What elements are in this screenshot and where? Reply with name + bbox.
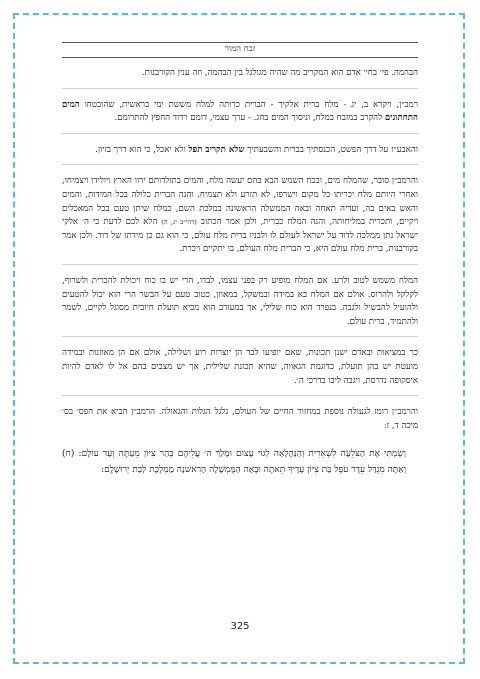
text-run: להקרב במזבח במלח, וניסוך המים בחג. - ערך עצמי, דומם רדוד החפץ להתרומם. — [114, 113, 385, 124]
page-number: 325 — [230, 621, 250, 632]
paragraph-1 — [62, 67, 418, 89]
citation: (דהי״ב יג, ה) — [161, 218, 197, 227]
paragraph-5 — [62, 275, 418, 337]
text-run: הבהמה. פי׳ בחי׳ אדם הוא המקריב מה שהיה מגולגל בין הבהמה, וזה ענין הקורבנות. — [141, 68, 418, 78]
text-run: והאבע״ז על דרך הפשט, הכנסתיך בברית והשבעתיך — [244, 144, 418, 155]
paragraph-7 — [62, 406, 418, 440]
text-run: כך במציאות ובאדם ישנן תכונות, שאם יופיעו לבד הן יוצרות רוע ושלילה, אולם אם הן מאוזנות ובמידה מועטת יש בהן תועלת, כדוגמת הגאווה, שהיא תכונת שלילית, אך יש מצבים בהם אל לו לאדם להיות איסקופה נדרסת, ויגבה ליבו בדרכי ה׳. — [62, 348, 418, 386]
text-run: רמב״ן, ויקרא ב, יג - מלח ברית אלקיך - הברית כרותה למלח מששת ימי בראשית, שהובטחו — [79, 99, 418, 110]
verse-quote: וְשַׂמְתִּי אֶת הַצֹּלֵעָה לִשְׁאֵרִית וְהַנַּהֲלָאָה לְגוֹי עָצוּם וּמָלַךְ ה׳ עֲלֵיהֶם בְּהַר צִיּוֹן מֵעַתָּה וְעַד עוֹלָם: (ח) וְאַתָּה מִגְדַּל עֵדֶר עֹפֶל בַּת צִיּוֹן עָדֶיךָ תֵּאתֶה וּבָאָה הַמֶּמְשָׁלָה הָרִאשֹׁנָה מַמְלֶכֶת לְבַת יְרוּשָׁלִָם: — [62, 449, 406, 476]
bold-phrase: המים התחתונים — [62, 99, 418, 124]
text-run: ולא יאכל, כי הוא דרך בזיון. — [95, 144, 189, 155]
text-run: המלח משמש לטוב ולרע. אם המלח מופיע רק בפני עצמו, לבדו, הרי יש בו כוח ויכולת להכרית ולשרוף, לקלקל ולהרוס. אולם אם המלח בא במידה ובמשקל, במאוזן, כטוב טעם על הבשר הרי הוא יכול להטעים ולהועיל להבשיל ולגבה. בנפרד הוא כוח שלילי, אך במעורב הוא מביא תועלת חיובית מסוגל לקיים, לשמר ולהתמיד, ברית עולם. — [62, 275, 418, 327]
header-rule-bottom — [62, 57, 418, 58]
body-text — [62, 67, 418, 440]
text-run: והרמב״ן רומז לגעולה נוספת במחזור החיים של העולם, גלגל הגלות והגאולה. הרמב״ן הביא את הפס׳ בס׳ מיכה ד, ז: — [62, 407, 418, 431]
text-run: הלא לכם לדעת כי ה׳ אלקי ישראל נתן ממלכה לדוד על ישראל לעולם לו ולבניו ברית מלח עולם, כי הוא גם כן מידתו של דוד. ולכן אמר בקורבנות, ברית מלח עולם היא, כי הברית מלח העולם, בו יתקיים ויכרת. — [62, 217, 418, 255]
paragraph-6 — [62, 347, 418, 396]
paragraph-4 — [62, 175, 418, 265]
paragraph-2 — [62, 99, 418, 134]
document-page — [62, 40, 418, 478]
bold-phrase: שלא תקריב תפל — [188, 144, 245, 155]
text-run: והרמב״ן סובר, שהמלח מים, ובכח השמש הבא בהם יעשה מלח, והמים בתולדותם ירוו הארץ ויולידו ויצמיחו, ואחרי היותם מלח יכריתו כל מקום וישרפו, לא תזרע ולא תצמיח. והנה הברית כלולה בכל המידות, והמים והאש באים בה, ועדיה תאחה ובאה הממשלה הראשונה במלכת השם, כמלח שיתן טעם בכל המאכלים ויקיים, ותכרית במליחותה, והנה המלח כברית, ולכן אמר הכתוב — [62, 176, 419, 228]
running-header: זבח המור — [224, 44, 256, 54]
paragraph-3 — [62, 144, 418, 166]
